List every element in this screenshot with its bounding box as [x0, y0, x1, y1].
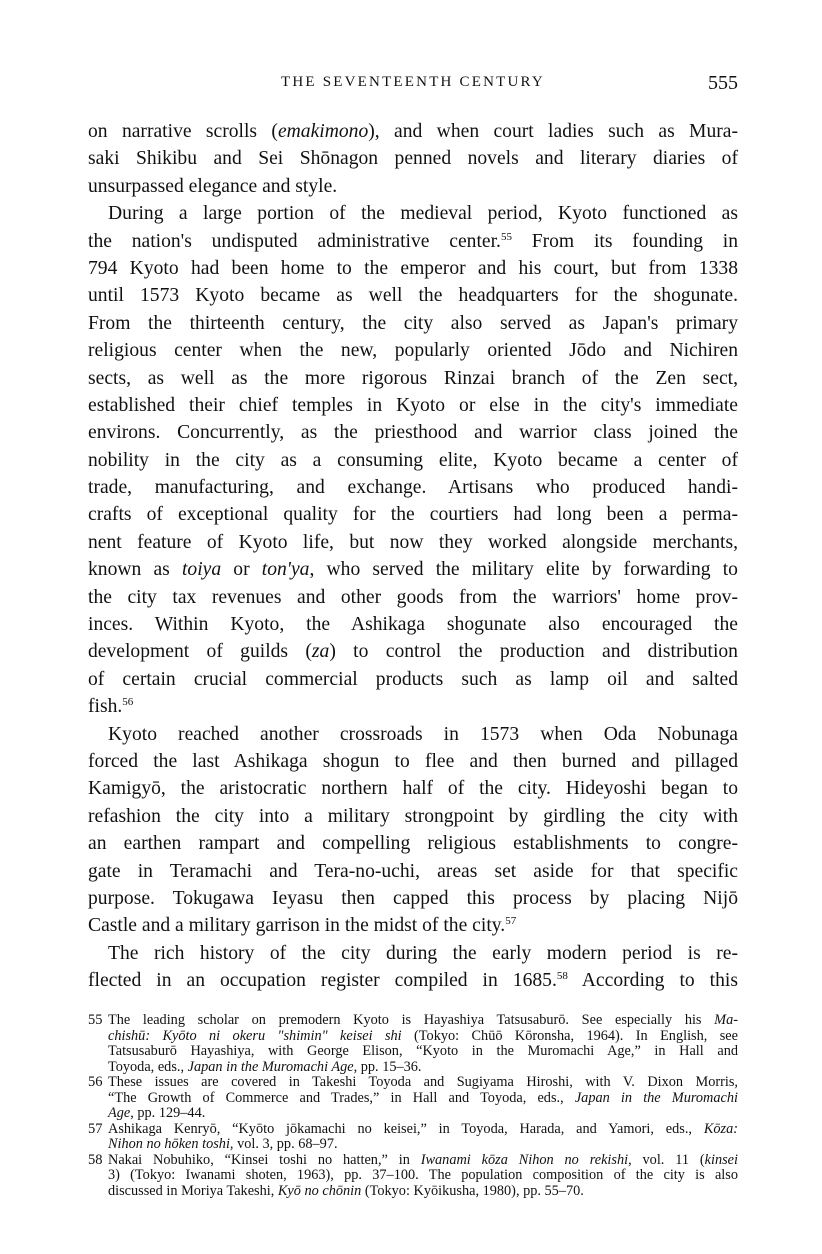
text-segment: nent feature of Kyoto life, but now they worked alongside merchants, — [88, 531, 738, 553]
text-segment: religious center when the new, popularly oriented Jōdo and Nichiren — [88, 340, 738, 362]
text-segment: an earthen rampart and compelling religious establishments to congre- — [88, 833, 738, 855]
italic-text: Age — [108, 1105, 131, 1121]
text-segment: , pp. 129–44. — [130, 1105, 206, 1121]
text-segment: flected in an occupation register compiled in 1685. — [88, 970, 557, 992]
text-segment: gate in Teramachi and Tera-no-uchi, areas set aside for that specific — [88, 860, 738, 882]
text-line — [108, 1106, 738, 1122]
text-line — [88, 666, 738, 693]
text-segment: (Tokyo: Kyōikusha, 1980), pp. 55–70. — [361, 1182, 584, 1199]
footnote-reference: 58 — [556, 970, 568, 983]
text-segment: trade, manufacturing, and exchange. Artisans who produced handi- — [88, 477, 738, 499]
italic-text: Nihon no hōken toshi — [108, 1136, 230, 1152]
text-segment: forced the last Ashikaga shogun to flee and then burned and pillaged — [88, 750, 738, 772]
text-segment: Tatsusaburō Hayashiya, with George Elison, “Kyoto in the Muromachi Age,” in Hall and — [108, 1043, 738, 1059]
text-line — [108, 1075, 738, 1091]
text-segment: saki Shikibu and Sei Shōnagon penned novels and literary diaries of — [88, 148, 738, 170]
text-line — [88, 584, 738, 611]
body-text — [88, 118, 738, 995]
text-line — [88, 310, 738, 337]
text-segment: on narrative scrolls ( — [88, 121, 278, 142]
text-segment: 794 Kyoto had been home to the emperor and his court, but from 1338 — [88, 257, 738, 279]
italic-text: Japan in the Muromachi — [574, 1089, 738, 1106]
running-head: THE SEVENTEENTH CENTURY — [281, 74, 545, 90]
text-line — [108, 1029, 738, 1045]
footnote — [88, 1013, 738, 1075]
text-segment: the nation's undisputed administrative center. — [88, 230, 501, 252]
text-line — [88, 173, 738, 200]
text-line — [88, 228, 738, 255]
text-line — [108, 1184, 738, 1200]
text-line — [108, 1122, 738, 1138]
italic-text: Japan in the Muromachi Age — [187, 1058, 354, 1075]
text-segment: of certain crucial commercial products such as lamp oil and salted — [88, 668, 738, 690]
text-segment: fish. — [88, 696, 123, 718]
text-line — [88, 529, 738, 556]
italic-text: toiya — [181, 559, 222, 581]
footnote — [88, 1122, 738, 1153]
text-line — [88, 830, 738, 857]
text-segment: or — [221, 559, 262, 581]
text-segment: inces. Within Kyoto, the Ashikaga shogunate also encouraged the — [88, 614, 738, 636]
text-segment: Kamigyō, the aristocratic northern half of the city. Hideyoshi began to — [88, 778, 738, 800]
text-line — [88, 693, 738, 720]
italic-text: kinsei — [704, 1151, 739, 1168]
text-segment: Castle and a military garrison in the midst of the city. — [88, 915, 506, 937]
footnote-number: 57 — [88, 1120, 103, 1137]
text-segment: The rich history of the city during the early modern period is re- — [108, 942, 738, 964]
text-line — [88, 721, 738, 748]
text-line — [88, 748, 738, 775]
text-line — [88, 940, 738, 967]
text-segment: During a large portion of the medieval period, Kyoto functioned as — [108, 203, 738, 225]
text-segment: purpose. Tokugawa Ieyasu then capped this process by placing Nijō — [88, 887, 738, 909]
footnote-number: 56 — [88, 1074, 103, 1090]
footnote-reference: 57 — [505, 915, 517, 928]
text-segment: ), and when court ladies such as Mura- — [368, 121, 739, 142]
text-line — [88, 118, 738, 145]
italic-text: ton'ya — [261, 559, 310, 581]
text-segment: Kyoto reached another crossroads in 1573 when Oda Nobunaga — [108, 723, 738, 745]
text-segment: refashion the city into a military strongpoint by girdling the city with — [88, 805, 738, 827]
text-line — [108, 1044, 738, 1060]
text-line — [88, 365, 738, 392]
text-segment — [328, 1028, 340, 1044]
text-segment: discussed in Moriya Takeshi, — [108, 1182, 278, 1199]
italic-text: keisei shi — [340, 1027, 402, 1044]
italic-text: emakimono — [277, 121, 369, 142]
text-line — [88, 255, 738, 282]
text-line — [88, 282, 738, 309]
text-line — [108, 1060, 738, 1076]
text-line — [88, 474, 738, 501]
text-segment: According to this — [567, 970, 738, 992]
text-line — [88, 912, 738, 939]
text-segment: nobility in the city as a consuming elite, Kyoto became a center of — [88, 449, 738, 471]
text-line — [88, 200, 738, 227]
text-line — [108, 1091, 738, 1107]
page-number: 555 — [708, 72, 738, 94]
footnote-reference: 55 — [500, 230, 512, 243]
text-line — [108, 1168, 738, 1184]
text-line — [108, 1137, 738, 1153]
text-line — [88, 501, 738, 528]
italic-text: Kōza: — [703, 1120, 738, 1137]
italic-text: Kyō no chōnin — [277, 1182, 362, 1199]
italic-text: Ma- — [714, 1012, 738, 1028]
text-segment: ) to control the production and distribution — [329, 641, 738, 663]
text-line — [88, 337, 738, 364]
page-header — [88, 72, 738, 98]
footnotes — [88, 1013, 738, 1199]
text-line — [88, 858, 738, 885]
text-line — [88, 638, 738, 665]
text-segment: From the thirteenth century, the city also served as Japan's primary — [88, 312, 738, 334]
footnote-reference: 56 — [122, 696, 134, 709]
text-segment: Toyoda, eds., — [108, 1058, 188, 1075]
text-segment: unsurpassed elegance and style. — [88, 175, 338, 197]
text-segment: the city tax revenues and other goods from the warriors' home prov- — [88, 586, 738, 608]
italic-text: za — [311, 641, 330, 663]
footnote-number: 55 — [88, 1012, 103, 1028]
italic-text: Iwanami kōza Nihon no rekishi — [420, 1151, 629, 1168]
text-segment: “The Growth of Commerce and Trades,” in Hall and Toyoda, eds., — [108, 1089, 575, 1106]
text-segment: environs. Concurrently, as the priesthood and warrior class joined the — [88, 422, 738, 444]
text-line — [88, 556, 738, 583]
text-line — [88, 419, 738, 446]
text-segment: The leading scholar on premodern Kyoto is Hayashiya Tatsusaburō. See especially his — [108, 1012, 715, 1028]
text-segment: , vol. 11 ( — [628, 1151, 705, 1168]
text-line — [88, 392, 738, 419]
text-segment: , pp. 15–36. — [353, 1058, 422, 1075]
text-segment: (Tokyo: Chūō Kōronsha, 1964). In English, see — [401, 1027, 738, 1044]
text-line — [108, 1013, 738, 1029]
text-segment: From its founding in — [511, 230, 739, 252]
text-segment: sects, as well as the more rigorous Rinzai branch of the Zen sect, — [88, 367, 738, 389]
text-line — [88, 611, 738, 638]
text-segment: established their chief temples in Kyoto or else in the city's immediate — [88, 394, 738, 416]
text-segment: known as — [88, 559, 182, 581]
text-line — [88, 447, 738, 474]
text-segment: until 1573 Kyoto became as well the headquarters for the shogunate. — [88, 285, 738, 307]
text-line — [108, 1153, 738, 1169]
text-segment: , who served the military elite by forwarding to — [309, 559, 738, 581]
text-line — [88, 775, 738, 802]
text-segment: , vol. 3, pp. 68–97. — [229, 1136, 338, 1152]
italic-text: chishū: Kyōto ni okeru "shimin" — [108, 1027, 328, 1044]
text-segment: development of guilds ( — [88, 641, 312, 663]
text-line — [88, 885, 738, 912]
text-segment: 3) (Tokyo: Iwanami shoten, 1963), pp. 37–100. The population composition of the city is also — [108, 1167, 738, 1183]
footnote — [88, 1153, 738, 1200]
text-segment: Nakai Nobuhiko, “Kinsei toshi no hatten,” in — [108, 1151, 421, 1168]
text-line — [88, 145, 738, 172]
text-segment: crafts of exceptional quality for the courtiers had long been a perma- — [88, 504, 738, 526]
text-line — [88, 803, 738, 830]
text-segment: Ashikaga Kenryō, “Kyōto jōkamachi no keisei,” in Toyoda, Harada, and Yamori, eds., — [108, 1120, 704, 1137]
text-segment: These issues are covered in Takeshi Toyoda and Sugiyama Hiroshi, with V. Dixon Morris, — [108, 1074, 738, 1090]
footnote-number: 58 — [88, 1151, 103, 1168]
text-line — [88, 967, 738, 994]
footnote — [88, 1075, 738, 1122]
